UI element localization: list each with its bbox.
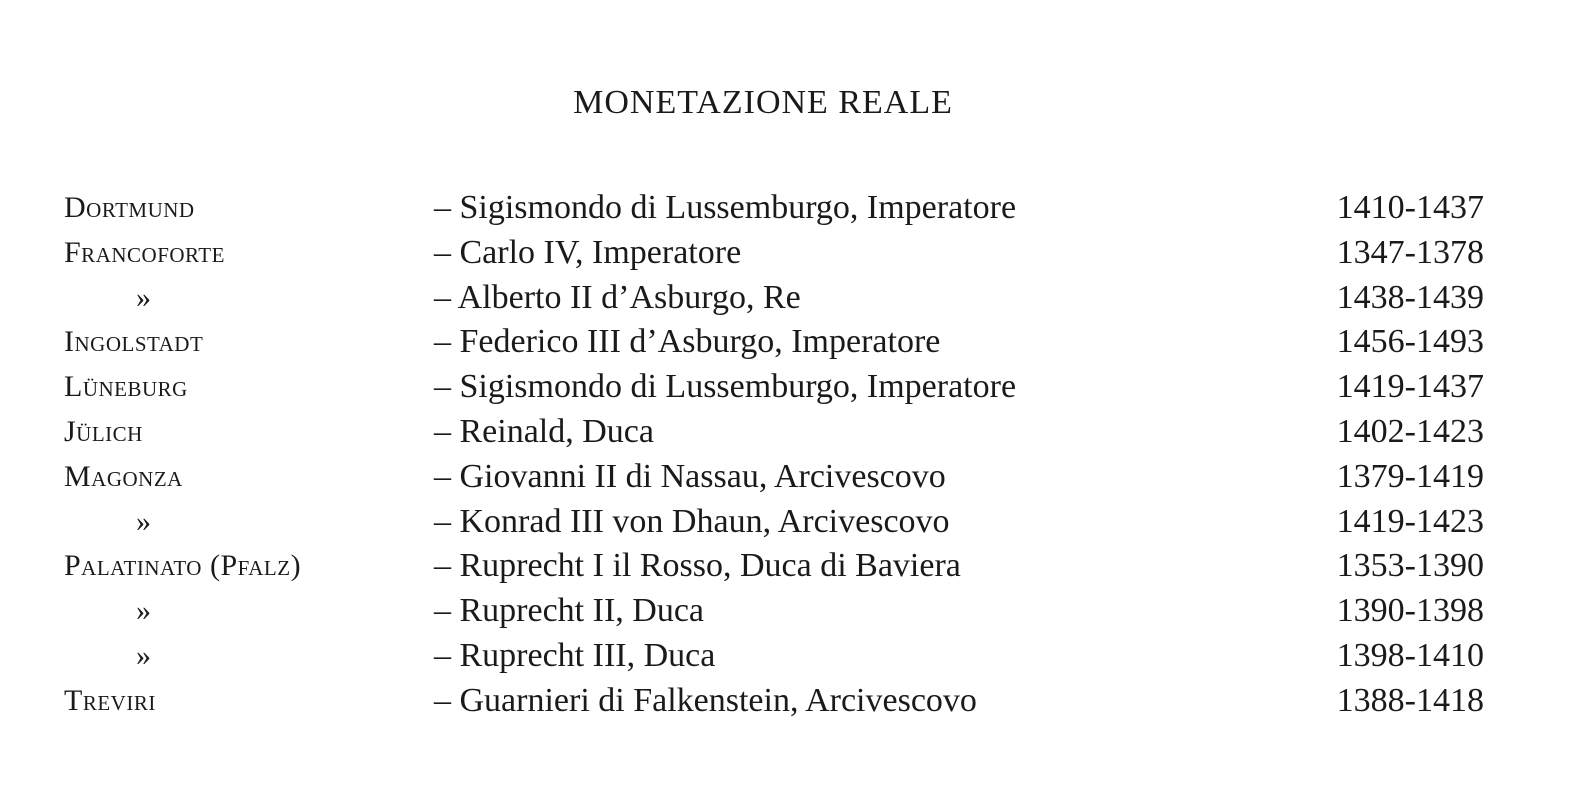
table-row bbox=[64, 410, 1484, 455]
table-row bbox=[64, 634, 1484, 679]
mint-place: Jülich bbox=[64, 414, 143, 448]
ruler-name: – Alberto II d’Asburgo, Re bbox=[434, 278, 801, 316]
mint-place: Francoforte bbox=[64, 235, 225, 269]
reign-years: 1353-1390 bbox=[1336, 547, 1484, 585]
table-row bbox=[64, 320, 1484, 365]
table-row bbox=[64, 544, 1484, 589]
reign-years: 1410-1437 bbox=[1336, 189, 1484, 226]
ruler-name: – Sigismondo di Lussemburgo, Imperatore bbox=[434, 368, 1017, 406]
reign-years: 1379-1419 bbox=[1336, 457, 1484, 495]
reign-years: 1390-1398 bbox=[1336, 592, 1484, 630]
ruler-name: – Giovanni II di Nassau, Arcivescovo bbox=[434, 457, 946, 495]
ditto-mark: » bbox=[136, 638, 152, 672]
mint-table bbox=[64, 186, 1484, 724]
ruler-name: – Ruprecht III, Duca bbox=[434, 636, 716, 674]
reign-years: 1398-1410 bbox=[1336, 636, 1484, 674]
mint-place: Magonza bbox=[64, 459, 183, 493]
reign-years: 1388-1418 bbox=[1336, 681, 1484, 719]
mint-place: Dortmund bbox=[64, 191, 195, 224]
ruler-name: – Carlo IV, Imperatore bbox=[434, 233, 742, 271]
reign-years: 1419-1423 bbox=[1336, 502, 1484, 540]
ditto-mark: » bbox=[136, 594, 152, 628]
ruler-name: – Federico III d’Asburgo, Imperatore bbox=[434, 323, 941, 361]
table-row bbox=[64, 186, 1484, 231]
reign-years: 1419-1437 bbox=[1336, 368, 1484, 406]
ruler-name: – Guarnieri di Falkenstein, Arcivescovo bbox=[434, 681, 977, 719]
reign-years: 1438-1439 bbox=[1336, 278, 1484, 316]
table-row bbox=[64, 500, 1484, 545]
page-title: MONETAZIONE REALE bbox=[573, 84, 953, 121]
ruler-name: – Ruprecht I il Rosso, Duca di Baviera bbox=[434, 547, 961, 585]
mint-place: Lüneburg bbox=[64, 370, 188, 404]
ditto-mark: » bbox=[136, 504, 152, 538]
ruler-name: – Sigismondo di Lussemburgo, Imperatore bbox=[434, 189, 1017, 226]
ruler-name: – Konrad III von Dhaun, Arcivescovo bbox=[434, 502, 950, 540]
ruler-name: – Ruprecht II, Duca bbox=[434, 592, 705, 630]
mint-place: Treviri bbox=[64, 683, 156, 717]
table-row bbox=[64, 365, 1484, 410]
ditto-mark: » bbox=[136, 280, 152, 314]
table-row bbox=[64, 231, 1484, 276]
reign-years: 1402-1423 bbox=[1336, 412, 1484, 450]
mint-place: Ingolstadt bbox=[64, 325, 204, 359]
ruler-name: – Reinald, Duca bbox=[434, 412, 654, 450]
table-row bbox=[64, 589, 1484, 634]
mint-place: Palatinato (Pfalz) bbox=[64, 549, 302, 583]
table-row bbox=[64, 276, 1484, 321]
table-row bbox=[64, 455, 1484, 500]
reign-years: 1347-1378 bbox=[1336, 233, 1484, 271]
table-row bbox=[64, 679, 1484, 724]
reign-years: 1456-1493 bbox=[1336, 323, 1484, 361]
